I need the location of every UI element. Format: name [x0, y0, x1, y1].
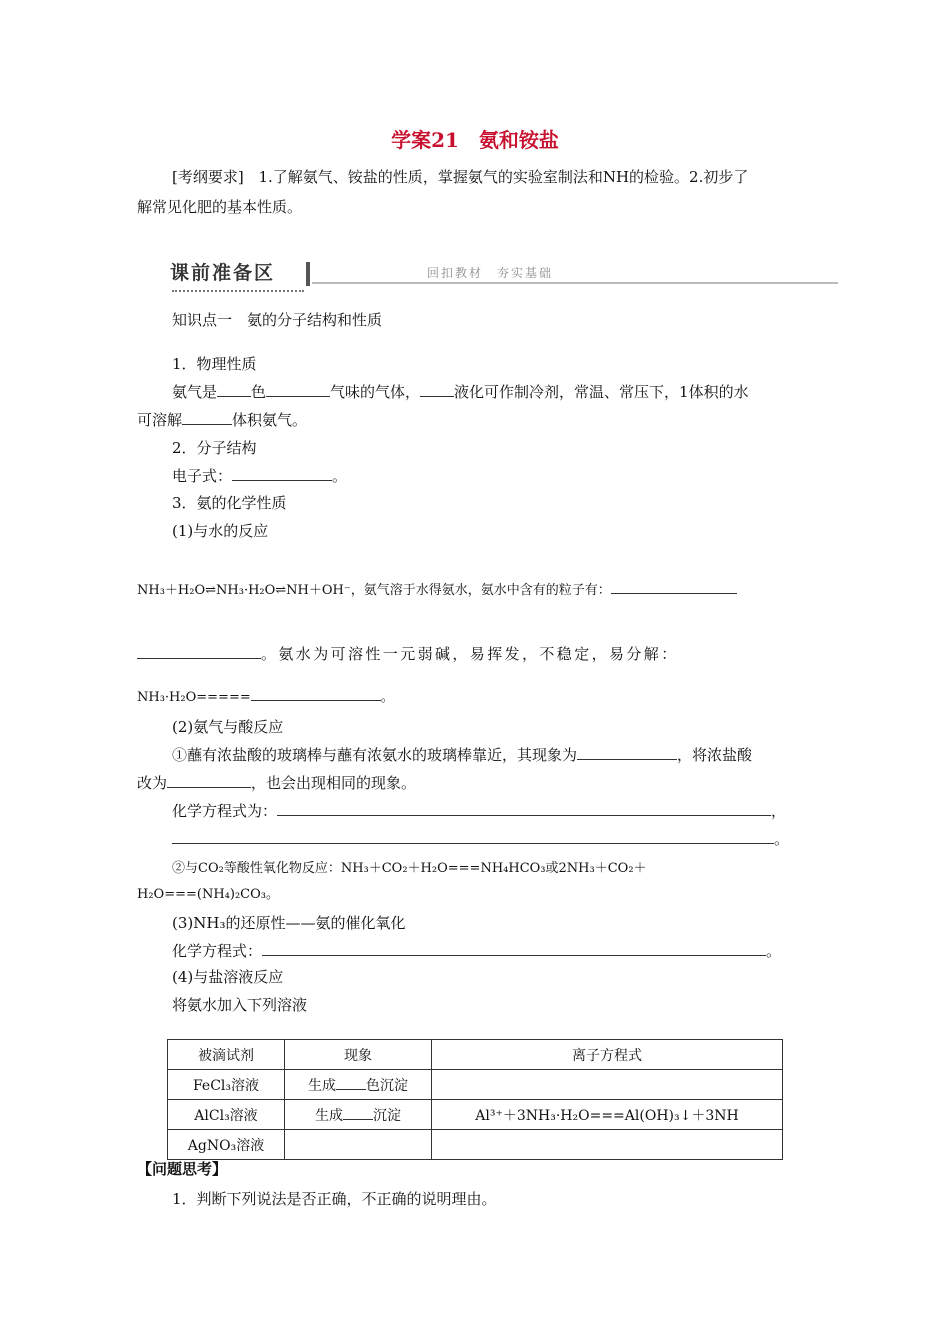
- electron-formula-line: [172, 465, 852, 487]
- acid-line-3: ②与CO₂等酸性氧化物反应：NH₃＋CO₂＋H₂O===NH₄HCO₃或2NH₃＋CO₂＋: [172, 861, 647, 876]
- blank-acid[interactable]: [167, 772, 251, 788]
- acid-line-1: [172, 744, 852, 766]
- text: 电子式：: [172, 467, 233, 485]
- blank-odor[interactable]: [266, 381, 330, 397]
- text: 化学方程式为：: [172, 802, 278, 820]
- physical-heading: 1．物理性质: [172, 355, 257, 373]
- text: 。氨水为可溶性一元弱碱，易挥发，不稳定，易分解：: [261, 645, 679, 663]
- text: 气味的气体，: [330, 383, 421, 401]
- text: 液化可作制冷剂，常温、常压下，1体积的水: [454, 383, 749, 401]
- blank-liquefy[interactable]: [420, 381, 454, 397]
- blank-color[interactable]: [217, 381, 251, 397]
- section-subtitle: 回扣教材 夯实基础: [427, 266, 554, 280]
- section-title: 课前准备区: [170, 262, 276, 284]
- text: 。: [766, 942, 782, 960]
- text: 。: [774, 830, 790, 848]
- reaction-table: [167, 1039, 783, 1160]
- water-line-2: [137, 643, 817, 665]
- blank-particles-cont[interactable]: [137, 643, 261, 659]
- physical-line-2: [137, 409, 817, 431]
- text: 生成: [315, 1108, 343, 1124]
- text: ，也会出现相同的现象。: [251, 774, 417, 792]
- physical-line-1: [172, 381, 852, 403]
- blank-electron-formula[interactable]: [232, 465, 332, 481]
- text: NH₃·H₂O=====: [137, 690, 251, 705]
- table-header: 离子方程式: [432, 1040, 783, 1070]
- text: 。: [332, 467, 348, 485]
- acid-equation-line: [172, 800, 852, 822]
- requirements-label: [考纲要求]: [172, 168, 244, 186]
- text: 化学方程式：: [172, 942, 263, 960]
- water-heading: (1)与水的反应: [172, 522, 269, 540]
- requirements-line-1: [172, 166, 852, 188]
- blank-redox-equation[interactable]: [262, 940, 766, 956]
- salt-heading: (4)与盐溶液反应: [172, 968, 284, 986]
- table-row: [168, 1130, 783, 1160]
- section-divider-bar: [306, 262, 310, 286]
- text: 可溶解: [137, 411, 183, 429]
- table-header: 现象: [285, 1040, 432, 1070]
- salt-intro: 将氨水加入下列溶液: [172, 996, 308, 1014]
- text: 氨气是: [172, 383, 218, 401]
- blank-phenomenon[interactable]: [577, 744, 677, 760]
- blank-acid-equation-2[interactable]: [172, 828, 774, 844]
- table-cell-phenomenon: [285, 1100, 432, 1130]
- table-cell-equation[interactable]: [432, 1070, 783, 1100]
- text: ，将浓盐酸: [677, 746, 753, 764]
- table-row: [168, 1100, 783, 1130]
- text: 色沉淀: [366, 1078, 408, 1094]
- requirements-text-1: 1.了解氨气、铵盐的性质，掌握氨气的实验室制法和NH的检验。2.初步了: [258, 168, 749, 186]
- blank-acid-equation-1[interactable]: [277, 800, 771, 816]
- acid-line-2: [137, 772, 817, 794]
- text: 体积氨气。: [232, 411, 308, 429]
- blank-fe-color[interactable]: [336, 1074, 366, 1090]
- page-title: 学案21 氨和铵盐: [391, 128, 559, 152]
- text: 。: [380, 690, 394, 705]
- requirements-text-2: 解常见化肥的基本性质。: [137, 198, 303, 216]
- water-line-3: [137, 685, 817, 709]
- text: ，: [771, 802, 787, 820]
- question-1: 1．判断下列说法是否正确，不正确的说明理由。: [172, 1190, 497, 1208]
- blank-particles[interactable]: [611, 578, 737, 594]
- table-cell-phenomenon: [285, 1070, 432, 1100]
- text: 色: [251, 383, 267, 401]
- redox-equation-line: [172, 940, 852, 962]
- table-cell-reagent: AgNO₃溶液: [168, 1130, 285, 1160]
- table-cell-reagent: AlCl₃溶液: [168, 1100, 285, 1130]
- redox-heading: (3)NH₃的还原性——氨的催化氧化: [172, 914, 406, 932]
- acid-heading: (2)氨气与酸反应: [172, 718, 284, 736]
- acid-equation-line-2: [172, 828, 852, 850]
- structure-heading: 2．分子结构: [172, 439, 257, 457]
- table-cell-equation[interactable]: [432, 1130, 783, 1160]
- blank-decompose[interactable]: [251, 685, 381, 701]
- table-header-row: [168, 1040, 783, 1070]
- table-cell-phenomenon[interactable]: [285, 1130, 432, 1160]
- chemical-heading: 3．氨的化学性质: [172, 494, 287, 512]
- acid-line-4: H₂O===(NH₄)₂CO₃。: [137, 887, 279, 902]
- section-rule: [312, 282, 838, 284]
- blank-solubility[interactable]: [182, 409, 232, 425]
- text: 生成: [308, 1078, 336, 1094]
- section-underline: [172, 290, 304, 292]
- table-row: [168, 1070, 783, 1100]
- blank-al-color[interactable]: [343, 1104, 373, 1120]
- question-heading: 【问题思考】: [137, 1160, 228, 1178]
- text: 沉淀: [373, 1108, 401, 1124]
- text: 改为: [137, 774, 168, 792]
- table-header: 被滴试剂: [168, 1040, 285, 1070]
- text: NH₃＋H₂O⇌NH₃·H₂O⇌NH＋OH⁻，氨气溶于水得氨水，氨水中含有的粒子有：: [137, 583, 611, 598]
- knowledge-point-heading: 知识点一 氨的分子结构和性质: [172, 311, 383, 329]
- table-cell-equation: Al³⁺＋3NH₃·H₂O===Al(OH)₃↓＋3NH: [432, 1100, 783, 1130]
- text: ①蘸有浓盐酸的玻璃棒与蘸有浓氨水的玻璃棒靠近，其现象为: [172, 746, 578, 764]
- water-equation-line: [137, 578, 817, 602]
- table-cell-reagent: FeCl₃溶液: [168, 1070, 285, 1100]
